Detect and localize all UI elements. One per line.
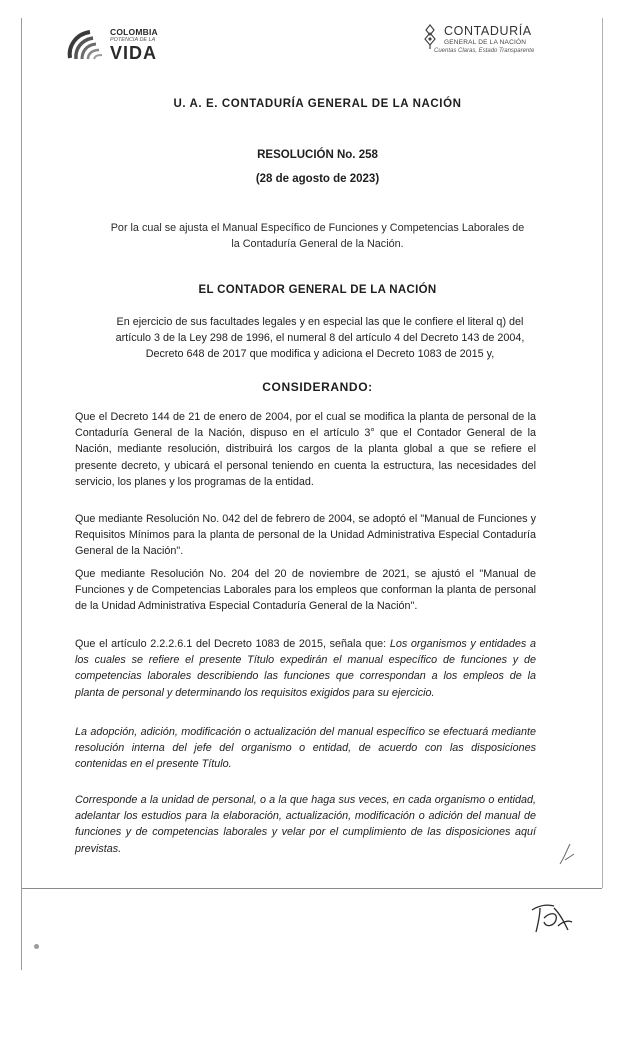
- resolution-subject: Por la cual se ajusta el Manual Específico de Funciones y Competencias Laborales de la Contaduría General de la Nación.: [110, 222, 525, 250]
- logo-right-line1: CONTADURÍA: [444, 24, 532, 38]
- logo-left-line3: VIDA: [110, 43, 158, 63]
- logo-right-line2: GENERAL DE LA NACIÓN: [444, 39, 527, 46]
- colombia-swirl-icon: [66, 28, 106, 62]
- paragraph-4-lead: Que el artículo 2.2.2.6.1 del Decreto 1083 de 2015, señala que:: [75, 638, 390, 650]
- margin-annotation-icon: [556, 838, 578, 868]
- considering-paragraph-1: Que el Decreto 144 de 21 de enero de 2004, por el cual se modifica la planta de personal de la Contaduría General de la Nación, dispuso en el artículo 3° que el Contador General de la Nación, mediante resolución, distribuirá los cargos de la planta global a que se refiere el presente decreto, y ubicará el personal teniendo en cuenta la estructura, las necesidades del servicio, los planes y los programas de la entidad.: [75, 411, 536, 488]
- resolution-date: (28 de agosto de 2023): [255, 173, 380, 185]
- paragraph-4-quote: Los organismos y entidades a los cuales se refiere el presente Título expedirán el manual específico de funciones y de competencias laborales describiendo las funciones que correspondan a los empleos de la planta de personal y determinando los requisitos exigidos para su ejercicio.: [75, 638, 536, 699]
- entity-heading: U. A. E. CONTADURÍA GENERAL DE LA NACIÓN: [173, 98, 462, 110]
- legal-basis-paragraph: En ejercicio de sus facultades legales y en especial las que le confiere el literal q) del artículo 3 de la Ley 298 de 1996, el numeral 8 del artículo 4 del Decreto 143 de 2004, Decreto 648 de 2017 que modifica y adiciona el Decreto 1083 de 2015 y,: [115, 316, 525, 361]
- considering-paragraph-2: Que mediante Resolución No. 042 del de febrero de 2004, se adoptó el "Manual de Funciones y Requisitos Mínimos para la planta de personal de la Unidad Administrativa Especial Contaduría General de la Nación".: [75, 513, 536, 558]
- scan-border-left: [21, 18, 22, 970]
- considering-heading: CONSIDERANDO:: [262, 380, 373, 394]
- scan-border-right: [602, 18, 603, 888]
- contaduria-logo: [420, 24, 570, 64]
- signatory-title: EL CONTADOR GENERAL DE LA NACIÓN: [198, 284, 437, 296]
- scan-dot: [34, 944, 39, 949]
- considering-paragraph-5: La adopción, adición, modificación o actualización del manual específico se efectuará mediante resolución interna del jefe del organismo o entidad, de acuerdo con las disposiciones contenidas en el presente Título.: [75, 726, 536, 771]
- scan-border-bottom: [22, 888, 602, 889]
- logo-left-line1: COLOMBIA: [110, 27, 158, 37]
- logo-left-line2: POTENCIA DE LA: [110, 37, 156, 43]
- handwritten-initials-icon: [528, 900, 574, 936]
- colombia-logo: [66, 26, 166, 66]
- contaduria-emblem-icon: [420, 24, 440, 50]
- logo-right-line3: Cuentas Claras, Estado Transparente: [434, 48, 535, 54]
- considering-paragraph-3: Que mediante Resolución No. 204 del 20 de noviembre de 2021, se ajustó el "Manual de Funciones y de Competencias Laborales para los empleos que conforman la planta de personal de la Unidad Administrativa Especial Contaduría General de la Nación".: [75, 568, 536, 613]
- considering-paragraph-6: Corresponde a la unidad de personal, o a la que haga sus veces, en cada organismo o entidad, adelantar los estudios para la elaboración, actualización, modificación o adición del manual de funciones y de competencias laborales y velar por el cumplimiento de las disposiciones aquí previstas.: [75, 794, 536, 855]
- considering-paragraph-4: [75, 636, 536, 701]
- resolution-number: RESOLUCIÓN No. 258: [257, 149, 378, 161]
